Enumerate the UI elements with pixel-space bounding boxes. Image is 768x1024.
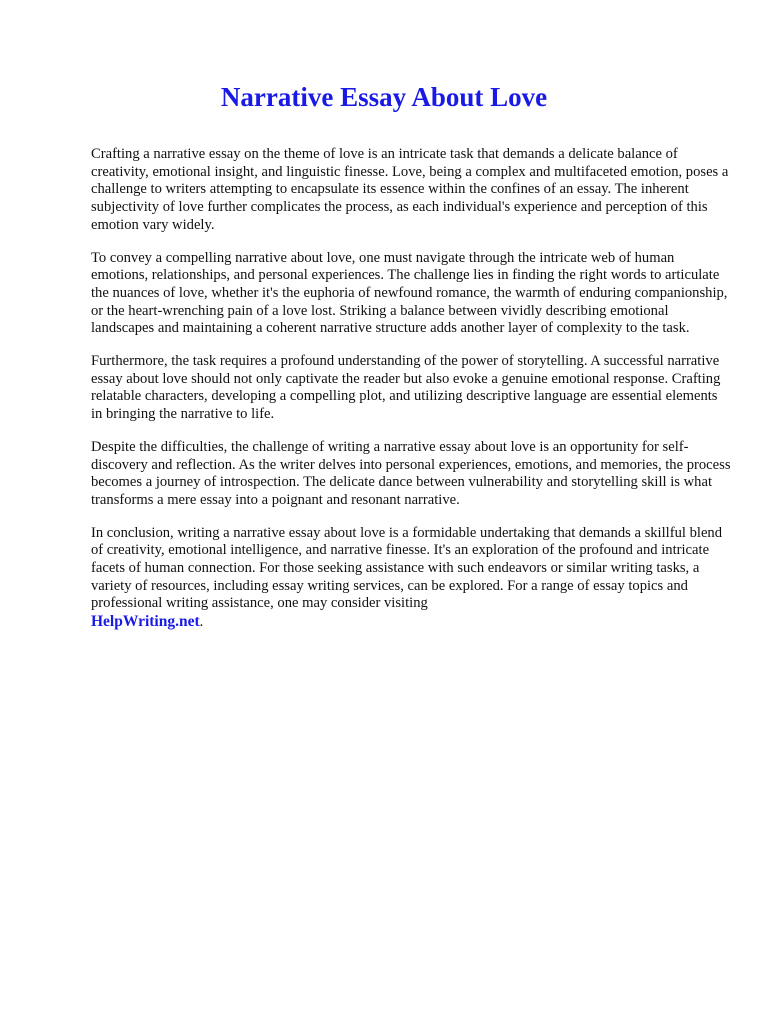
paragraph-5 (91, 525, 731, 632)
paragraph-4: Despite the difficulties, the challenge of writing a narrative essay about love is an opportunity for self-discovery and reflection. As the writer delves into personal experiences, emotions, and memories, the process becomes a journey of introspection. The delicate dance between vulnerability and storytelling skill is what transforms a mere essay into a poignant and resonant narrative. (91, 438, 731, 508)
conclusion-text: In conclusion, writing a narrative essay about love is a formidable undertaking that demands a skillful blend of creativity, emotional intelligence, and narrative finesse. It's an exploration of the profound and intricate facets of human connection. For those seeking assistance with such endeavors or similar writing tasks, a variety of resources, including essay writing services, can be explored. For a range of essay topics and professional writing assistance, one may consider visiting (91, 524, 723, 612)
page-title: Narrative Essay About Love (220, 82, 548, 112)
trailing-period: . (199, 614, 204, 631)
essay-body (91, 146, 731, 647)
helpwriting-link[interactable]: HelpWriting.net (91, 613, 200, 631)
paragraph-1: Crafting a narrative essay on the theme of love is an intricate task that demands a delicate balance of creativity, emotional insight, and linguistic finesse. Love, being a complex and multifaceted emotion, poses a challenge to writers attempting to encapsulate its essence within the confines of an essay. The inherent subjectivity of love further complicates the process, as each individual's experience and perception of this emotion vary widely. (91, 146, 729, 233)
paragraph-3: Furthermore, the task requires a profound understanding of the power of storytelling. A successful narrative essay about love should not only captivate the reader but also evoke a genuine emotional response. Crafting relatable characters, developing a compelling plot, and utilizing descriptive language are essential elements in bringing the narrative to life. (91, 353, 721, 423)
paragraph-2: To convey a compelling narrative about love, one must navigate through the intricate web of human emotions, relationships, and personal experiences. The challenge lies in finding the right words to articulate the nuances of love, whether it's the euphoria of newfound romance, the warmth of enduring companionship, or the heart-wrenching pain of a love lost. Striking a balance between vividly describing emotional landscapes and maintaining a coherent narrative structure adds another layer of complexity to the task. (91, 249, 728, 337)
